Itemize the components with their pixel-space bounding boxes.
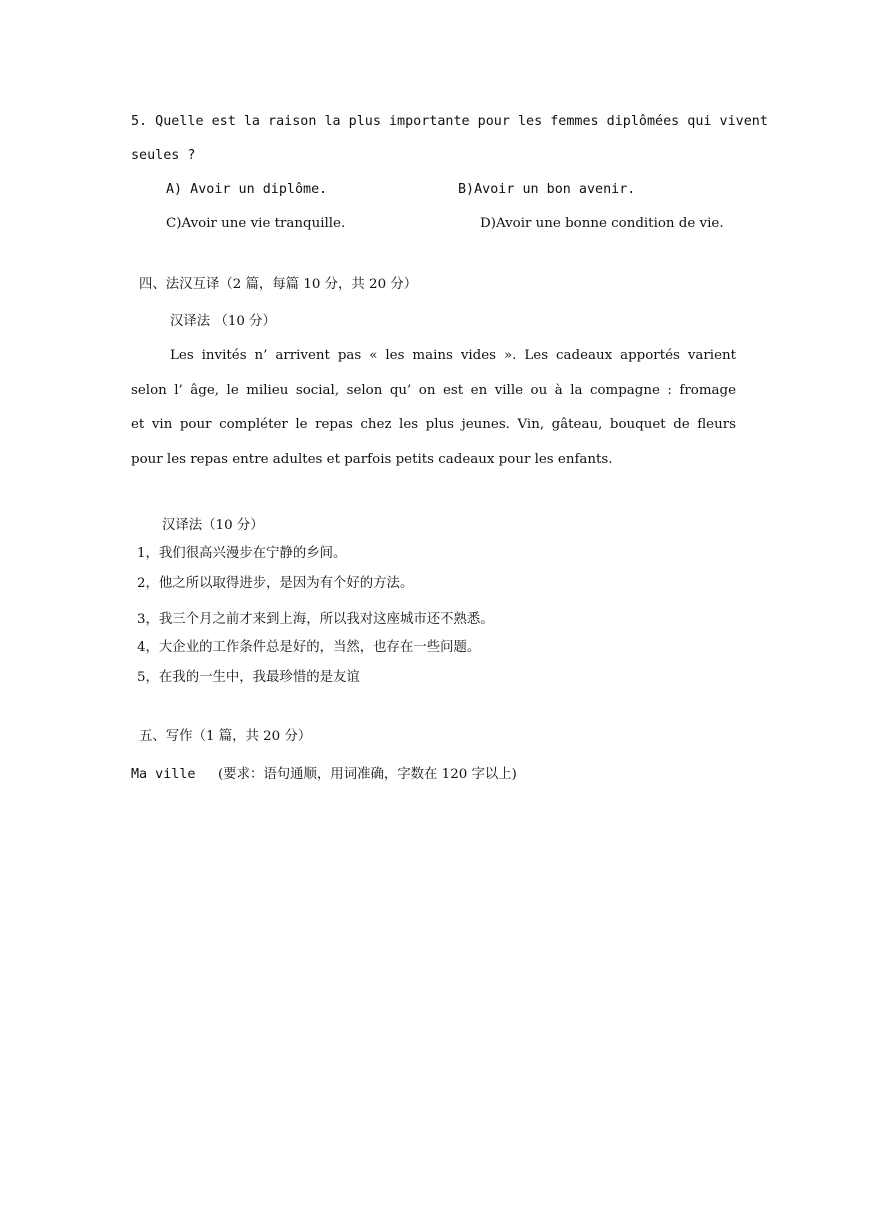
sentence-item-2: 2，他之所以取得进步，是因为有个好的方法。 [137, 576, 414, 591]
option-c: C)Avoir une vie tranquille. [166, 216, 346, 231]
writing-prompt-title: Ma ville [131, 767, 196, 782]
option-d: D)Avoir une bonne condition de vie. [480, 216, 724, 231]
writing-prompt [131, 764, 517, 785]
question-5-line-1: 5. Quelle est la raison la plus importante pour les femmes diplômées qui vivent [131, 114, 768, 129]
sentence-item-3: 3，我三个月之前才来到上海，所以我对这座城市还不熟悉。 [137, 612, 494, 627]
translation-paragraph-line-3: et vin pour compléter le repas chez les plus jeunes. Vin, gâteau, bouquet de fleurs [131, 417, 736, 432]
section-5-title: 五、写作（1 篇，共 20 分） [139, 729, 312, 744]
section-4-title: 四、法汉互译（2 篇，每篇 10 分，共 20 分） [139, 277, 418, 292]
option-a: A) Avoir un diplôme. [166, 182, 328, 197]
sentence-item-5: 5，在我的一生中，我最珍惜的是友谊 [137, 670, 360, 685]
translation-paragraph-line-2: selon l’ âge, le milieu social, selon qu’ on est en ville ou à la compagne : fromage [131, 383, 736, 398]
translation-paragraph-line-4: pour les repas entre adultes et parfois petits cadeaux pour les enfants. [131, 452, 613, 467]
question-5-line-2: seules ? [131, 148, 196, 163]
sentence-item-4: 4，大企业的工作条件总是好的，当然，也存在一些问题。 [137, 640, 481, 655]
section-4-part-2-title: 汉译法（10 分） [162, 518, 264, 533]
option-b: B)Avoir un bon avenir. [458, 182, 636, 197]
sentence-item-1: 1，我们很高兴漫步在宁静的乡间。 [137, 546, 347, 561]
translation-paragraph-line-1: Les invités n’ arrivent pas « les mains vides ». Les cadeaux apportés varient [170, 348, 736, 363]
writing-prompt-requirements: (要求：语句通顺，用词准确，字数在 120 字以上) [217, 767, 517, 782]
section-4-part-1-title: 汉译法 （10 分） [170, 314, 276, 329]
